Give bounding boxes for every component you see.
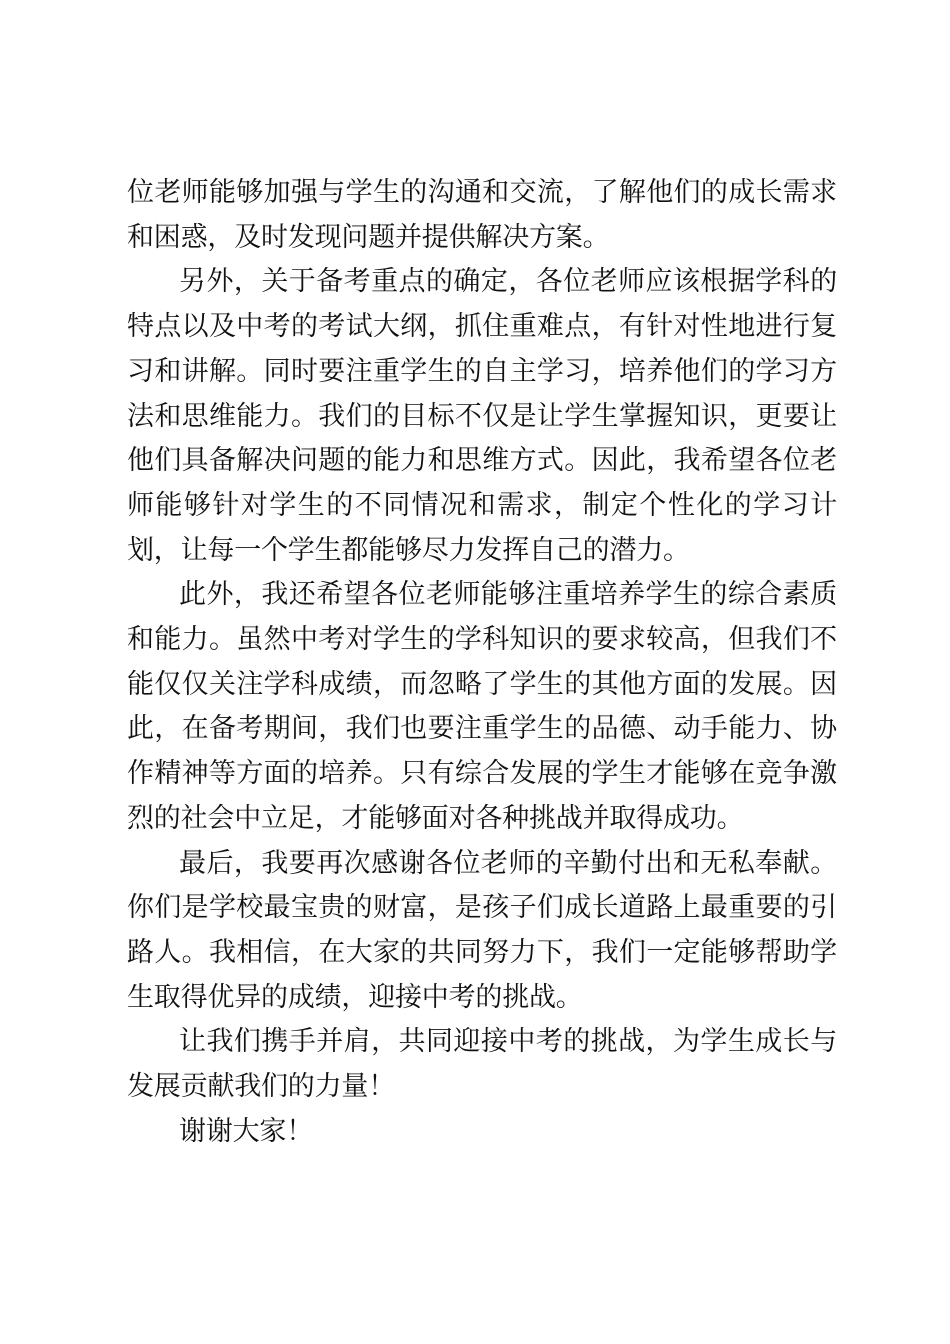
paragraph-comprehensive-quality: 此外，我还希望各位老师能够注重培养学生的综合素质和能力。虽然中考对学生的学科知识的要求较高，但我们不能仅仅关注学科成绩，而忽略了学生的其他方面的发展。因此，在备考期间，我们也要注重学生的品德、动手能力、协作精神等方面的培养。只有综合发展的学生才能够在竞争激烈的社会中立足，才能够面对各种挑战并取得成功。 [127, 579, 837, 834]
paragraph-closing: 谢谢大家！ [179, 1115, 313, 1147]
paragraph-call-to-action: 让我们携手并肩，共同迎接中考的挑战，为学生成长与发展贡献我们的力量！ [127, 1026, 837, 1103]
paragraph-exam-focus: 另外，关于备考重点的确定，各位老师应该根据学科的特点以及中考的考试大纲，抓住重难点，有针对性地进行复习和讲解。同时要注重学生的自主学习，培养他们的学习方法和思维能力。我们的目标不仅是让学生掌握知识，更要让他们具备解决问题的能力和思维方式。因此，我希望各位老师能够针对学生的不同情况和需求，制定个性化的学习计划，让每一个学生都能够尽力发挥自己的潜力。 [127, 266, 837, 566]
paragraph-continued: 位老师能够加强与学生的沟通和交流，了解他们的成长需求和困惑，及时发现问题并提供解决方案。 [127, 177, 837, 253]
paragraph-thanks-teachers: 最后，我要再次感谢各位老师的辛勤付出和无私奉献。你们是学校最宝贵的财富，是孩子们成长道路上最重要的引路人。我相信，在大家的共同努力下，我们一定能够帮助学生取得优异的成绩，迎接中考的挑战。 [127, 847, 837, 1013]
document-body [127, 171, 837, 1154]
